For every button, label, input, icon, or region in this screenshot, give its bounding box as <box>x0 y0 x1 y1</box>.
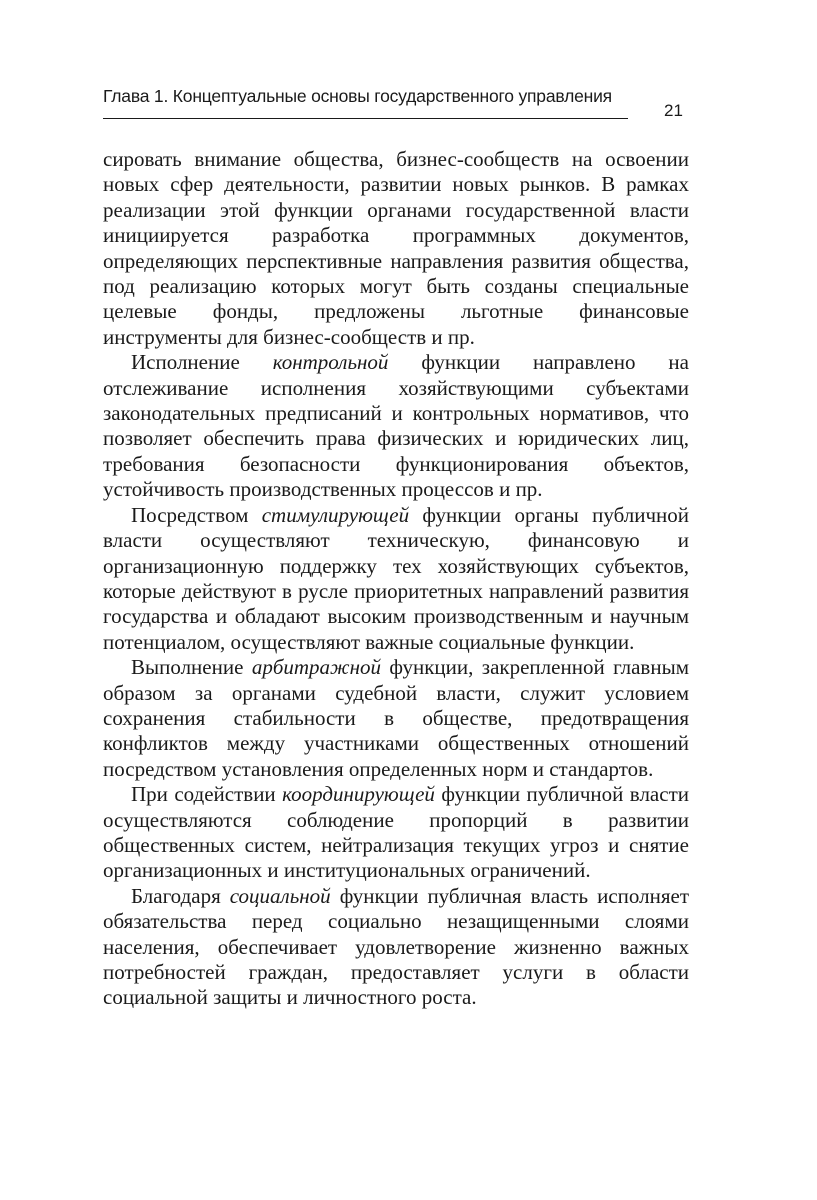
paragraph-continued <box>103 147 689 350</box>
paragraph-lead: Благодаря <box>131 883 230 908</box>
paragraph-social-function <box>103 884 689 1011</box>
running-head-title: Глава 1. Концептуальные основы государственного управления <box>103 86 612 106</box>
paragraph-control-function <box>103 350 689 502</box>
header-rule <box>103 118 628 119</box>
paragraph-lead: Посредством <box>131 502 262 527</box>
emphasis-term: координирующей <box>282 782 435 807</box>
page-number: 21 <box>664 101 683 120</box>
paragraph-rest: функции публичной власти осуществляются соблюдение пропорций в развитии общественных систем, нейтрализация текущих угроз и снятие организационных и институциональных ограничений. <box>103 782 689 883</box>
paragraph-stimulating-function <box>103 503 689 655</box>
paragraph-rest: функции направлено на отслеживание исполнения хозяйствующими субъектами законодательных предписаний и контрольных нормативов, что позволяет обеспечить права физических и юридических лиц, требования безопасности функционирования объектов, устойчивость производственных процессов и пр. <box>103 350 689 502</box>
paragraph-arbitration-function <box>103 655 689 782</box>
paragraph-rest: функции органы публичной власти осуществляют техническую, финансовую и организационную поддержку тех хозяйствующих субъектов, которые действуют в русле приоритетных направлений развития государства и обладают высоким производственным и научным потенциалом, осуществляют важные социальные функции. <box>103 502 689 654</box>
paragraph-rest: функции, закрепленной главным образом за органами судебной власти, служит условием сохранения стабильности в обществе, предотвращения конфликтов между участниками общественных отношений посредством установления определенных норм и стандартов. <box>103 655 689 781</box>
emphasis-term: стимулирующей <box>261 502 410 527</box>
body-text <box>103 147 689 1011</box>
emphasis-term: контрольной <box>272 350 389 375</box>
paragraph-coordinating-function <box>103 782 689 884</box>
paragraph-lead: При содействии <box>131 782 283 807</box>
paragraph-text: сировать внимание общества, бизнес-сообществ на освоении новых сфер деятельности, развитии новых рынков. В рамках реализации этой функции органами государственной власти инициируется разработка программных документов, определяющих перспективные направления развития общества, под реализацию которых могут быть созданы специальные целевые фонды, предложены льготные финансовые инструменты для бизнес-сообществ и пр. <box>103 147 689 349</box>
paragraph-rest: функции публичная власть исполняет обязательства перед социально незащищенными слоями населения, обеспечивает удовлетворение жизненно важных потребностей граждан, предоставляет услуги в области социальной защиты и личностного роста. <box>103 883 689 1010</box>
paragraph-lead: Выполнение <box>131 655 252 680</box>
emphasis-term: социальной <box>229 883 331 908</box>
paragraph-lead: Исполнение <box>131 350 273 375</box>
emphasis-term: арбитражной <box>251 655 381 680</box>
